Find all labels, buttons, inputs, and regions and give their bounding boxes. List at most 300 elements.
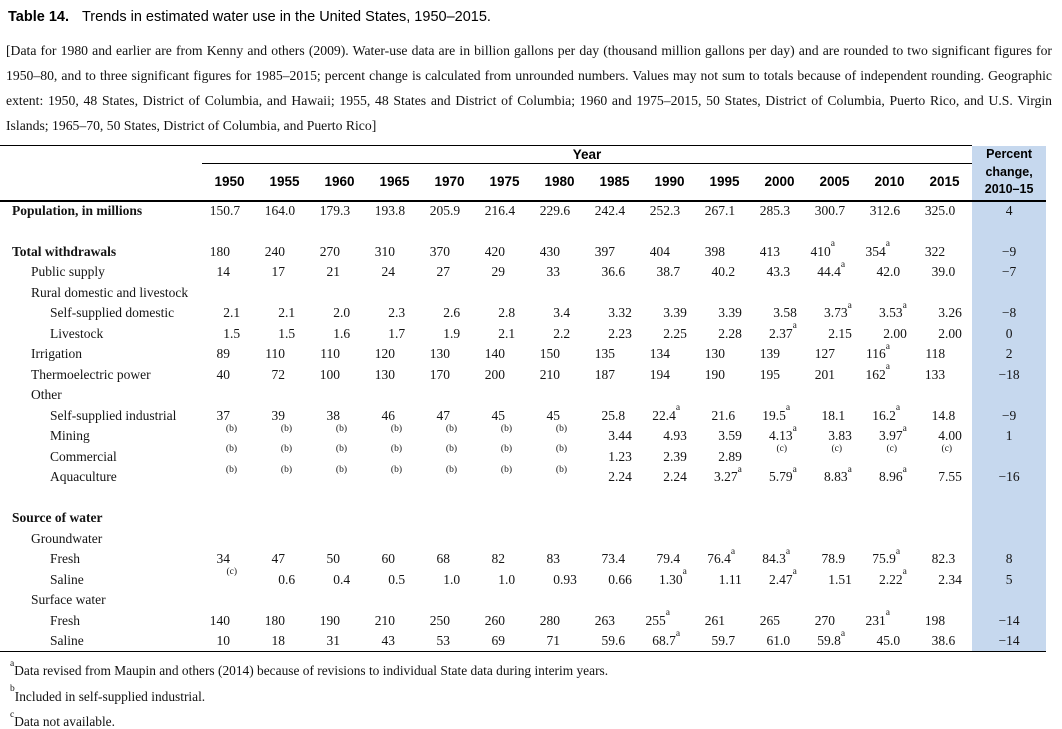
value-cell: 82.3 (931, 551, 956, 567)
row-label: Public supply (31, 264, 105, 280)
value-cell: (b) (445, 464, 457, 475)
value-cell: 0.66 (608, 571, 632, 587)
pct-cell: 0 (972, 324, 1046, 345)
value-cell: 195 (759, 366, 780, 382)
footnote-marker: a (10, 658, 15, 669)
value-cell (642, 529, 697, 550)
value-cell: 2.1 (223, 305, 241, 321)
value-cell: (b) (390, 464, 402, 475)
table-row (0, 447, 1046, 468)
pct-cell: −14 (972, 611, 1046, 632)
value-cell (752, 529, 807, 550)
value-cell: (b) (500, 444, 512, 455)
value-cell: 260 (484, 612, 505, 628)
value-cell: 250 (429, 612, 450, 628)
footnote-text: Data revised from Maupin and others (2014) because of revisions to individual State data during interim years. (14, 663, 609, 678)
value-cell (697, 283, 752, 304)
value-cell (367, 283, 422, 304)
value-cell (697, 508, 752, 529)
value-cell: 71 (532, 631, 587, 652)
value-cell: 187 (594, 366, 615, 382)
value-cell: 45 (491, 407, 505, 423)
row-label: Fresh (50, 551, 80, 567)
pct-header-line: change, (985, 164, 1033, 179)
value-cell: 285.3 (759, 203, 791, 219)
value-cell: 1.9 (443, 325, 461, 341)
value-cell: 33 (546, 264, 560, 280)
value-cell (862, 529, 917, 550)
value-cell: 75.9$^a$ (872, 546, 901, 567)
value-cell: 325.0 (924, 203, 956, 219)
value-cell: 2.24 (663, 469, 687, 485)
value-cell: 27 (436, 264, 450, 280)
value-cell: 53 (422, 631, 477, 652)
value-cell (697, 385, 752, 406)
value-cell: 7.55 (938, 469, 962, 485)
value-cell: 89 (216, 346, 230, 362)
value-cell (917, 283, 972, 304)
table-row (0, 262, 1046, 283)
percent-change-column-header (972, 146, 1046, 201)
value-cell: 120 (374, 346, 395, 362)
table-row (0, 508, 1046, 529)
pct-cell: −9 (972, 242, 1046, 263)
value-cell: 135 (594, 346, 615, 362)
pct-cell: 8 (972, 549, 1046, 570)
value-cell: 1.0 (498, 571, 516, 587)
value-cell (807, 385, 862, 406)
value-cell: 14 (216, 264, 230, 280)
value-cell: 45 (546, 407, 560, 423)
value-cell (752, 508, 807, 529)
value-cell: 3.59 (718, 428, 742, 444)
value-cell: 2.1 (498, 325, 516, 341)
value-cell: 110 (320, 346, 340, 362)
row-label: Commercial (50, 448, 117, 464)
value-cell: 193.8 (374, 203, 406, 219)
value-cell: 2.15 (828, 325, 852, 341)
value-cell: (b) (555, 423, 567, 434)
row-label: Groundwater (31, 530, 103, 546)
value-cell: 3.44 (608, 428, 632, 444)
value-cell: 430 (539, 243, 560, 259)
value-cell (532, 529, 587, 550)
value-cell: 179.3 (319, 203, 351, 219)
value-cell: 1.51 (828, 571, 852, 587)
value-cell (257, 529, 312, 550)
table-row (0, 467, 1046, 488)
value-cell: 1.5 (278, 325, 296, 341)
value-cell: 3.32 (608, 305, 632, 321)
value-cell (917, 385, 972, 406)
pct-cell: 4 (972, 201, 1046, 222)
value-cell: 22.4$^a$ (652, 403, 681, 423)
value-cell (587, 385, 642, 406)
footnote-c (10, 709, 1062, 729)
value-cell: 118 (925, 346, 946, 362)
row-label: Self-supplied industrial (50, 407, 177, 423)
value-cell: 3.39 (718, 305, 742, 321)
year-column-header: 2005 (807, 164, 862, 201)
value-cell (862, 283, 917, 304)
footnote-marker: b (10, 684, 15, 695)
value-cell: 1.11 (718, 571, 742, 587)
value-cell (917, 590, 972, 611)
value-cell: 2.22$^a$ (878, 567, 907, 587)
value-cell: 130 (374, 366, 395, 382)
value-cell: 1.7 (388, 325, 406, 341)
value-cell (202, 529, 257, 550)
value-cell: 1.30$^a$ (658, 567, 687, 587)
year-column-header: 1955 (257, 164, 312, 201)
value-cell: 2.39 (663, 448, 687, 464)
value-cell: 0.5 (388, 571, 406, 587)
value-cell: 17 (271, 264, 285, 280)
value-cell: 16.2$^a$ (872, 403, 901, 423)
value-cell: 40.2 (711, 264, 736, 280)
value-cell: (b) (335, 444, 347, 455)
value-cell: 39.0 (931, 264, 956, 280)
pct-cell: 2 (972, 344, 1046, 365)
value-cell (642, 283, 697, 304)
value-cell: 40 (216, 366, 230, 382)
value-cell: 134 (649, 346, 670, 362)
value-cell: 0.6 (278, 571, 296, 587)
value-cell: 252.3 (649, 203, 681, 219)
value-cell: 19.5$^a$ (762, 403, 791, 423)
value-cell: 42.0 (876, 264, 901, 280)
value-cell: 201 (814, 366, 835, 382)
row-label: Fresh (50, 612, 80, 628)
value-cell: 190 (704, 366, 725, 382)
value-cell: 2.37$^a$ (768, 321, 797, 341)
value-cell: 47 (271, 551, 285, 567)
value-cell: 205.9 (429, 203, 461, 219)
value-cell: 200 (484, 366, 505, 382)
value-cell: 2.0 (333, 305, 351, 321)
value-cell: 229.6 (539, 203, 571, 219)
footnote-marker: c (10, 709, 15, 720)
row-label: Source of water (12, 510, 103, 526)
value-cell: 76.4$^a$ (707, 546, 736, 567)
value-cell: 164.0 (264, 203, 296, 219)
value-cell (422, 529, 477, 550)
table-row (0, 365, 1046, 386)
value-cell (917, 508, 972, 529)
pct-cell (972, 221, 1046, 242)
table-row (0, 570, 1046, 591)
value-cell (752, 283, 807, 304)
value-cell: 29 (491, 264, 505, 280)
value-cell: 255$^a$ (645, 608, 670, 628)
value-cell: 2.28 (718, 325, 742, 341)
value-cell: (b) (335, 423, 347, 434)
value-cell: 210 (539, 366, 560, 382)
value-cell: 59.6 (587, 631, 642, 652)
value-cell: (b) (225, 464, 237, 475)
value-cell: 2.8 (498, 305, 516, 321)
value-cell: 0.93 (553, 571, 577, 587)
value-cell: 312.6 (869, 203, 901, 219)
value-cell: (b) (500, 464, 512, 475)
value-cell (367, 385, 422, 406)
value-cell: 68.7$^a$ (642, 631, 697, 652)
year-column-header: 1965 (367, 164, 422, 201)
pct-cell (972, 590, 1046, 611)
value-cell: 210 (374, 612, 395, 628)
value-cell: 140 (484, 346, 505, 362)
value-cell: 3.73$^a$ (823, 300, 852, 321)
spacer-cell (0, 221, 972, 242)
value-cell (917, 529, 972, 550)
value-cell: 46 (381, 407, 395, 423)
value-cell: 4.93 (663, 428, 687, 444)
value-cell: 216.4 (484, 203, 516, 219)
value-cell: 265 (759, 612, 780, 628)
value-cell (312, 385, 367, 406)
value-cell: 300.7 (814, 203, 846, 219)
value-cell (752, 385, 807, 406)
value-cell: 68 (436, 551, 450, 567)
value-cell (862, 508, 917, 529)
value-cell (587, 590, 642, 611)
value-cell (202, 590, 257, 611)
pct-cell: −7 (972, 262, 1046, 283)
value-cell: 38 (326, 407, 340, 423)
value-cell: 170 (429, 366, 450, 382)
year-column-header: 2015 (917, 164, 972, 201)
value-cell (532, 283, 587, 304)
value-cell: 2.47$^a$ (768, 567, 797, 587)
value-cell: 2.1 (278, 305, 296, 321)
value-cell: (b) (555, 444, 567, 455)
value-cell: 267.1 (704, 203, 736, 219)
value-cell (422, 590, 477, 611)
value-cell: 60 (381, 551, 395, 567)
value-cell (532, 508, 587, 529)
value-cell: (b) (280, 444, 292, 455)
value-cell: 78.9 (821, 551, 846, 567)
value-cell: 310 (374, 243, 395, 259)
year-column-header: 1950 (202, 164, 257, 201)
value-cell: 3.26 (938, 305, 962, 321)
value-cell: 2.89 (718, 448, 742, 464)
value-cell: 83 (546, 551, 560, 567)
value-cell: 5.79$^a$ (768, 464, 797, 485)
value-cell: 263 (594, 612, 615, 628)
year-column-header: 1995 (697, 164, 752, 201)
value-cell (477, 283, 532, 304)
value-cell: 2.34 (938, 571, 962, 587)
value-cell: 240 (264, 243, 285, 259)
pct-cell (972, 447, 1046, 468)
pct-cell (972, 283, 1046, 304)
year-spanner-header: Year (202, 146, 972, 164)
value-cell: 231$^a$ (865, 608, 890, 628)
value-cell: 3.53$^a$ (878, 300, 907, 321)
value-cell: 4.00 (938, 428, 962, 444)
pct-header-line: Percent (986, 147, 1033, 162)
value-cell (312, 283, 367, 304)
year-column-header: 1985 (587, 164, 642, 201)
pct-cell: −14 (972, 631, 1046, 652)
pct-cell (972, 508, 1046, 529)
spacer-cell (0, 488, 972, 509)
year-column-header: 1980 (532, 164, 587, 201)
value-cell: (c) (226, 567, 237, 578)
value-cell: 38.7 (656, 264, 681, 280)
row-label: Saline (0, 631, 202, 652)
footnote-a (10, 658, 1062, 684)
value-cell: 47 (436, 407, 450, 423)
value-cell: 79.4 (656, 551, 681, 567)
value-cell: 1.6 (333, 325, 351, 341)
value-cell (587, 529, 642, 550)
value-cell: 116$^a$ (866, 341, 890, 362)
pct-cell: −18 (972, 365, 1046, 386)
value-cell: 37 (216, 407, 230, 423)
value-cell: 139 (759, 346, 780, 362)
value-cell: 8.83$^a$ (823, 464, 852, 485)
value-cell: 4.13$^a$ (768, 423, 797, 444)
value-cell (862, 385, 917, 406)
value-cell (202, 385, 257, 406)
year-column-header: 2000 (752, 164, 807, 201)
pct-cell: −8 (972, 303, 1046, 324)
value-cell (697, 529, 752, 550)
row-label: Total withdrawals (12, 243, 117, 259)
value-cell: 150 (539, 346, 560, 362)
value-cell: 3.4 (553, 305, 571, 321)
value-cell (477, 508, 532, 529)
value-cell (642, 508, 697, 529)
value-cell: 398 (704, 243, 725, 259)
value-cell (202, 508, 257, 529)
value-cell: 8.96$^a$ (878, 464, 907, 485)
value-cell (532, 385, 587, 406)
value-cell: (b) (500, 423, 512, 434)
value-cell: (c) (776, 444, 787, 455)
value-cell: 43 (367, 631, 422, 652)
value-cell: 31 (312, 631, 367, 652)
value-cell (807, 590, 862, 611)
value-cell: 261 (704, 612, 725, 628)
value-cell: 59.7 (697, 631, 752, 652)
row-label: Livestock (50, 325, 104, 341)
footnote-text: Included in self-supplied industrial. (14, 688, 206, 704)
value-cell: 2.2 (553, 325, 571, 341)
value-cell (312, 590, 367, 611)
value-cell: 38.6 (917, 631, 972, 652)
value-cell: 45.0 (862, 631, 917, 652)
table-row (0, 406, 1046, 427)
value-cell: 0.4 (333, 571, 351, 587)
value-cell (587, 283, 642, 304)
pct-cell: −9 (972, 406, 1046, 427)
footnote-text: Data not available. (14, 714, 115, 729)
table-row (0, 324, 1046, 345)
value-cell: 3.58 (773, 305, 797, 321)
row-label: Irrigation (31, 346, 82, 362)
pct-cell: 5 (972, 570, 1046, 591)
value-cell: 59.8$^a$ (807, 631, 862, 652)
value-cell (422, 283, 477, 304)
value-cell: 1.5 (223, 325, 241, 341)
value-cell (312, 508, 367, 529)
value-cell: 190 (319, 612, 340, 628)
value-cell: 34 (216, 551, 230, 567)
value-cell: (c) (886, 444, 897, 455)
value-cell: 2.25 (663, 325, 687, 341)
value-cell: 39 (271, 407, 285, 423)
value-cell: 127 (814, 346, 835, 362)
table-number: Table 14. (8, 9, 69, 25)
value-cell (697, 590, 752, 611)
row-label: Population, in millions (12, 203, 143, 219)
table-title (0, 0, 1062, 25)
value-cell: 14.8 (931, 407, 956, 423)
value-cell: (b) (390, 444, 402, 455)
value-cell: (b) (280, 423, 292, 434)
value-cell: 110 (265, 346, 285, 362)
table-row (0, 529, 1046, 550)
value-cell: (b) (335, 464, 347, 475)
value-cell: 2.6 (443, 305, 461, 321)
spacer-row (0, 488, 1046, 509)
value-cell: 100 (319, 366, 340, 382)
row-label: Mining (50, 428, 90, 444)
row-label: Other (31, 387, 62, 403)
value-cell (367, 590, 422, 611)
table-row (0, 283, 1046, 304)
value-cell: (c) (941, 444, 953, 455)
value-cell (257, 283, 312, 304)
value-cell: 270 (814, 612, 835, 628)
value-cell (202, 283, 257, 304)
value-cell: (b) (445, 423, 457, 434)
value-cell: 21 (326, 264, 340, 280)
value-cell: 10 (202, 631, 257, 652)
footnotes (10, 658, 1062, 729)
value-cell: 410$^a$ (810, 239, 835, 259)
spanner-header-row (0, 146, 1046, 164)
value-cell: (b) (555, 464, 567, 475)
row-label: Thermoelectric power (31, 366, 151, 382)
value-cell: 43.3 (766, 264, 791, 280)
table-row (0, 242, 1046, 263)
value-cell: (b) (225, 444, 237, 455)
table-row (0, 303, 1046, 324)
value-cell: 280 (539, 612, 560, 628)
value-cell (807, 283, 862, 304)
value-cell: 82 (491, 551, 505, 567)
row-label: Surface water (31, 592, 106, 608)
pct-cell: −16 (972, 467, 1046, 488)
value-cell: 44.4$^a$ (817, 259, 846, 280)
value-cell (312, 529, 367, 550)
value-cell (642, 385, 697, 406)
table-row (0, 385, 1046, 406)
value-cell: (b) (280, 464, 292, 475)
pct-cell: 1 (972, 426, 1046, 447)
value-cell: 21.6 (711, 407, 736, 423)
row-label: Aquaculture (50, 469, 117, 485)
table-title-text: Trends in estimated water use in the United States, 1950–2015. (81, 9, 491, 25)
value-cell: 72 (271, 366, 285, 382)
pct-cell (972, 385, 1046, 406)
pct-header-line: 2010–15 (984, 182, 1034, 197)
value-cell: 3.97$^a$ (878, 423, 907, 444)
